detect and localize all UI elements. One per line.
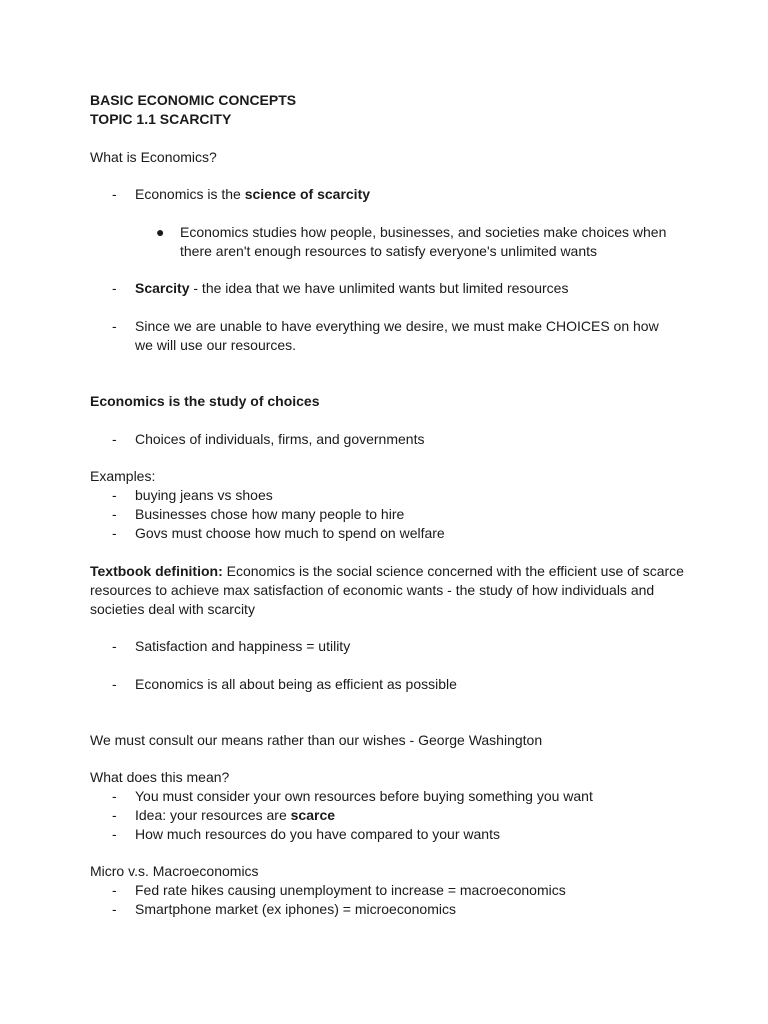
dash-marker: - [112, 676, 117, 692]
dash-marker: - [112, 788, 117, 804]
dash-marker: - [112, 901, 117, 917]
topic-heading: TOPIC 1.1 SCARCITY [90, 111, 232, 127]
bold-term: science of scarcity [244, 186, 371, 202]
dash-marker: - [112, 826, 117, 842]
section-heading: Economics is the study of choices [90, 393, 320, 409]
micro-macro-label: Micro v.s. Macroeconomics [90, 863, 259, 879]
examples-label: Examples: [90, 468, 156, 484]
dash-marker: - [112, 525, 117, 541]
dash-marker: - [112, 318, 117, 334]
quote: We must consult our means rather than our wishes - George Washington [90, 732, 543, 748]
dash-marker: - [112, 186, 117, 202]
textbook-definition: Textbook definition: Economics is the social science concerned with the efficient use of scarce resources to achieve max satisfaction of economic wants - the study of how individuals and societies deal with scarcity [90, 563, 684, 617]
dash-marker: - [112, 431, 117, 447]
dash-marker: - [112, 638, 117, 654]
bold-term: scarce [290, 807, 336, 823]
document-page: BASIC ECONOMIC CONCEPTS TOPIC 1.1 SCARCITY What is Economics? - Economics is the science of scarcity ● Economics studies how people, businesses, and societies make choices when there aren't enough resources to satisfy everyone's unlimited wants - Scarcity - the idea that we have unlimited wants but limited resources - Since we are unable to have everything we desire, we must make CHOICES on how we will use our resources. Economics is the study of choices - Choices of individuals, firms, and governments Examples: - buying jeans vs shoes - Businesses chose how many people to hire - Govs must choose how much to spend on welfare Textbook definition: Economics is the social science concerned with the efficient use of scarce resources to achieve max satisfaction of economic wants - the study of how individuals and societies deal with scarcity - Satisfaction and happiness = utility - Economics is all about being as efficient as possible We must consult our means rather than our wishes - George Washington What does this mean? - You must consider your own resources before buying something you want - Idea: your resources are scarce - How much resources do you have compared to your wants Micro v.s. Macroeconomics - Fed rate hikes causing unemployment to increase = macroeconomics - Smartphone market (ex iphones) = microeconomics [0, 0, 768, 1024]
doc-title: BASIC ECONOMIC CONCEPTS [90, 92, 297, 108]
dash-marker: - [112, 882, 117, 898]
question-meaning: What does this mean? [90, 769, 230, 785]
dash-marker: - [112, 487, 117, 503]
bullet-marker: ● [156, 224, 165, 240]
bold-term: Scarcity [135, 280, 190, 296]
dash-marker: - [112, 506, 117, 522]
dash-marker: - [112, 280, 117, 296]
question-what-is-economics: What is Economics? [90, 149, 217, 165]
dash-marker: - [112, 807, 117, 823]
